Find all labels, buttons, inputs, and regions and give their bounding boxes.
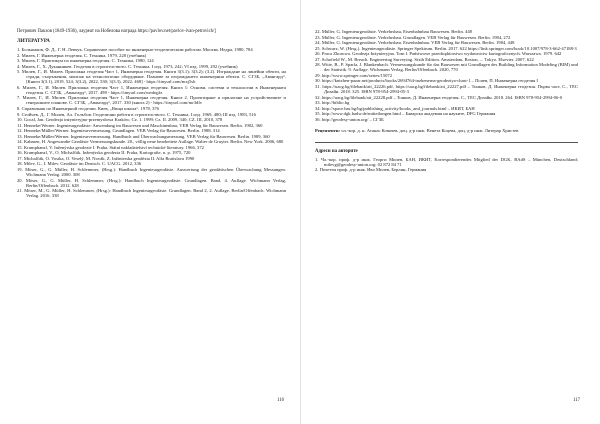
authors-list: [315, 157, 578, 173]
reference-item: 32. https://uacg.bg/filebank/att_22228.pdf – Тонков, Д. Инженерна геодезия. С., ТЕС Дизайн. 2018. 264. ISBN 978-954-2994-06-0: [315, 94, 563, 100]
reference-item: 1. Большаков, Ф. Д., Г. Н. Левчук. Справочное пособие по инженерно-геодезическим работам. Москва. Недра, 1980, 784: [17, 47, 253, 52]
references-list-right: [315, 29, 578, 122]
reference-item: 30. https://knizhen-pazar.net/products/books/2694764-inzhenerna-geodeziya-chast-1 – Псиев, П. Инженерна геодезия I: [315, 78, 538, 84]
right-page: [300, 0, 600, 424]
reference-item: 15. Krumphanzl, V. Inženýrska geodezie I. Praha. Státní nakladatelství technické literatury. 1966, 372: [17, 144, 204, 150]
reference-item: 5. Милев, Г., И. Милев. Приложна геодезия Част 1, Инженерна геодезия. Книги 3(3.1); 3(3.2); (3.2). Изграждане на линейни обекти, на страдн, съоръжения, монтаж на технологично оборудване. Планове за изграждането инженерния обекти. С. СГЗБ, „Авангард“. [Книги 3(3.1), 2019. 524; 3(3.2), 2022, 530; 3(3.3), 2022, 468] - https://tinyurl.com/mxj5sh: [17, 69, 286, 85]
reference-item: 13. Henneke/Müller/Werner. Ingenieurvermessung. Handbuch und Überwachungsmessung. VEB Verlag für Bauwesen. Berlin. 1989, 360: [17, 133, 270, 139]
page-number-right: 117: [572, 398, 580, 403]
reference-item: 22. Müller, G. Ingenieurgeodäsie. Verkehrsbau, Eisenbahnbau Bauwesen. Berlin. 448: [315, 29, 472, 34]
reference-item: 10. Gocal, Jan. Geodezja inżynieryjno-przemysłowa Kraków; Cz. 1. 1999; Cz. II. 2009, 340; CZ. III, 2010, 378: [17, 117, 223, 123]
references-heading: ЛИТЕРАТУРА: [17, 39, 50, 44]
reviewers-label: Рецензенти:: [315, 127, 341, 133]
reference-item: 8. Справочник по Инженерной геодезии. Киев, „Вища школа“. 1978, 376: [17, 106, 159, 112]
reference-item: 14. Kahmen, H. Angewandte Geodäsie Vermessungskunde. 20., völlig neue bearbeitete Auflage. Walter de Gruyter. Berlin. New York. 2006, 680: [17, 139, 284, 145]
reference-item: 35. http://www.dgk.badw.de/mitteilungen.html – Баварска академия на науките, DFG Германия: [315, 111, 496, 117]
reference-item: 3. Милев, Г. Практикум по инженерна геодезия. С. Техника, 1980, 124: [17, 58, 154, 64]
reference-item: 23. Müller, G. Ingenieurgeodäsie. Verkehrsbau. Grundlagen. VEB Verlag für Bauwesen. Berlin. 1984, 272: [315, 34, 511, 40]
reference-item: 16. Krumphanzl, V., O. Michalčák. Inženýrska geodezia II. Praha, Kartografie, n. p. 1975, 720: [17, 150, 191, 156]
author-address: 2. Почетен проф. д-р инж. Иво Милев, Берлин, Германия: [315, 167, 427, 173]
reference-item: 29. http://www.springer.com/series/15072: [315, 72, 393, 78]
reviewers-block: [315, 128, 578, 134]
reference-item: 9. Стойчев, Д., Г. Милев, Ал. Гълъбов. Геодезични работи в строителството. С. Техника. I изд. 1969, 480; III изд. 1983, 516: [17, 111, 256, 117]
reference-item: 26. Praca Zborowa. Geodezja Inżynieryjna. Tom I. Państwowe przedsiębiorstwo wydawnictw kartograficznych. Warszawa. 1979. 642: [315, 51, 562, 57]
page-number-left: 116: [276, 398, 284, 403]
reference-item: 28. Witte, B., P. Sparla, J. Blankenbach. Vermessungskunde für das Bauwesen mit Grundlagen des Building Information Modeling (BIM) und der Statistik. 9. Auflage. Wichmann Verlag. Berlin/Offenbach. 2020, 770: [315, 62, 578, 73]
divider: [315, 142, 578, 143]
reference-item: 17. Michalčák, O. Vosika, O. Veselý, M. Novák, Z. Inžinierska geodézia II. Alfa Bratislava 1990: [17, 155, 195, 161]
reference-item: 7. Милев, Г., И. Милев. Приложна геодезия Част 1, Инженерна геодезия. Книга 2. Проектиране и прилагане на устройствените и генералните планове. С. СГЗБ, „Авангард“, 2017. 330 (книга 2) - https://tinyurl.com/mr3dfv: [17, 95, 286, 106]
reference-item: 34. http://space.bas.bg/bg/publishing_activity/books_and_journals.html – ИКИТ, БАН: [315, 105, 475, 111]
reference-item: 12. Henneke/Müller/Werner. Ingenieurvermessung. Grundlagen. VEB Verlag für Bauwesen. Berlin. 1988, 314: [17, 128, 220, 134]
reference-item: 36. http://geodesy-union.org/ – СГЗБ: [315, 116, 384, 122]
reference-item: 6. Милев, Г., И. Милев. Приложна геодезия Част 1, Инженерна геодезия. Книга 1: Основи, системи и технологии в Инженерната геодезия. С. СГЗБ, „Авангард“, 2017. 498 - https://tinyurl.com/wmbqjfz: [17, 84, 286, 95]
reference-item: 25. Schwarz, W. (Hrsg.). Ingenieurgeodäsie. Springer Spektrum. Berlin. 2017. 622 https://link.springer.com/book/10.1007/978-3-662-47188-3: [315, 45, 577, 51]
reference-item: 4. Милев, Г., Х. Дуканникев. Геодезия в строителството. С. Техника. I изд. 1973, 242; VI изд. 1999, 292 (учебник): [17, 63, 238, 69]
reference-item: 19. Möser, G., G. Müller, H. Schlemmer, (Hrsg.): Handbuch Ingenieurgeodäsie. Auswertung der geodätischen Überwachung Messungen. Wichmann Verlag. 2000. 308: [17, 167, 286, 178]
reference-item: 18. Milev, G., I. Milev. Geodäsie im Deutsch. C. UACG. 2012, 336: [17, 161, 142, 167]
references-list-left: [17, 47, 286, 198]
reference-item: 20. Möser, G., G. Müller, H. Schlemmer, (Hrsg.): Handbuch Ingenieurgeodäsie. Grundlagen. Band. 4. Auflage. Wichmann Verlag, Berlin/Offenbach. 2012. 628: [17, 177, 286, 188]
reference-item: 24. Müller, G. Ingenieurgeodäsie. Verkehrsbau. Eisenbahnbau. VEB Verlag für Bauwesen. Berlin. 1984, 448: [315, 40, 515, 46]
reference-item: 11. Henneke/Werner. Ingenieurgeodäsie: Anwendung im Bauwesen und Maschinenbau, VEB Verlag für Bauwesen. Berlin. 1982, 360: [17, 122, 263, 128]
intro-text: Петрович Пакхов (1849-1936), лауреат на Нобелова награда https://pavlov.net/pavlov-ivan-petrovich/]: [17, 29, 216, 34]
reference-item: 31. https://uacg.bg/filebank/att_22226.pdf, https://uacg.bg/filebank/att_22227.pdf – Тонков, Д. Инженерна геодезия. Първа част, С., ТЕС Дизайн. 2018. 325. ISBN 978-954-2994-05-3: [315, 83, 578, 95]
author-address: 1. Чл.-кор. проф. д-р инж. Георги Милев, БАН, ИКИТ, Korrespondierendes Mitglied der DGK, BAdS – München, Deutschland; milevg@geodesy-union.org; 02 872 84 71: [315, 156, 578, 167]
reference-item: 27. Schofield W., M. Breach. Engineering Surveying. Sixth Edition. Amsterdam, Boston, ... Tokyo. Elsevier. 2007, 622: [315, 56, 534, 62]
reviewers-text: чл.-кор. д. н. Атанас Ковачев, доц. д-р инж. Венета Коцева, доц. д-р инж. Литерар Христев: [341, 127, 519, 133]
authors-heading: Адреси на авторите: [315, 148, 358, 154]
reference-item: 33. http://biblio.bg: [315, 100, 350, 106]
reference-item: 21. Möser, M., G. Müller, H. Schlemmer, (Hrsg.): Handbuch Ingenieurgeodäsie. Grundlagen. Band 2, 2. Auflage. Berlin/Offenbach. Wichmann Verlag. 2016. 338: [17, 188, 286, 199]
reference-item: 2. Милев, Г. Инженерна геодезия. С. Техника, 1979, 228 (учебник): [17, 52, 147, 58]
